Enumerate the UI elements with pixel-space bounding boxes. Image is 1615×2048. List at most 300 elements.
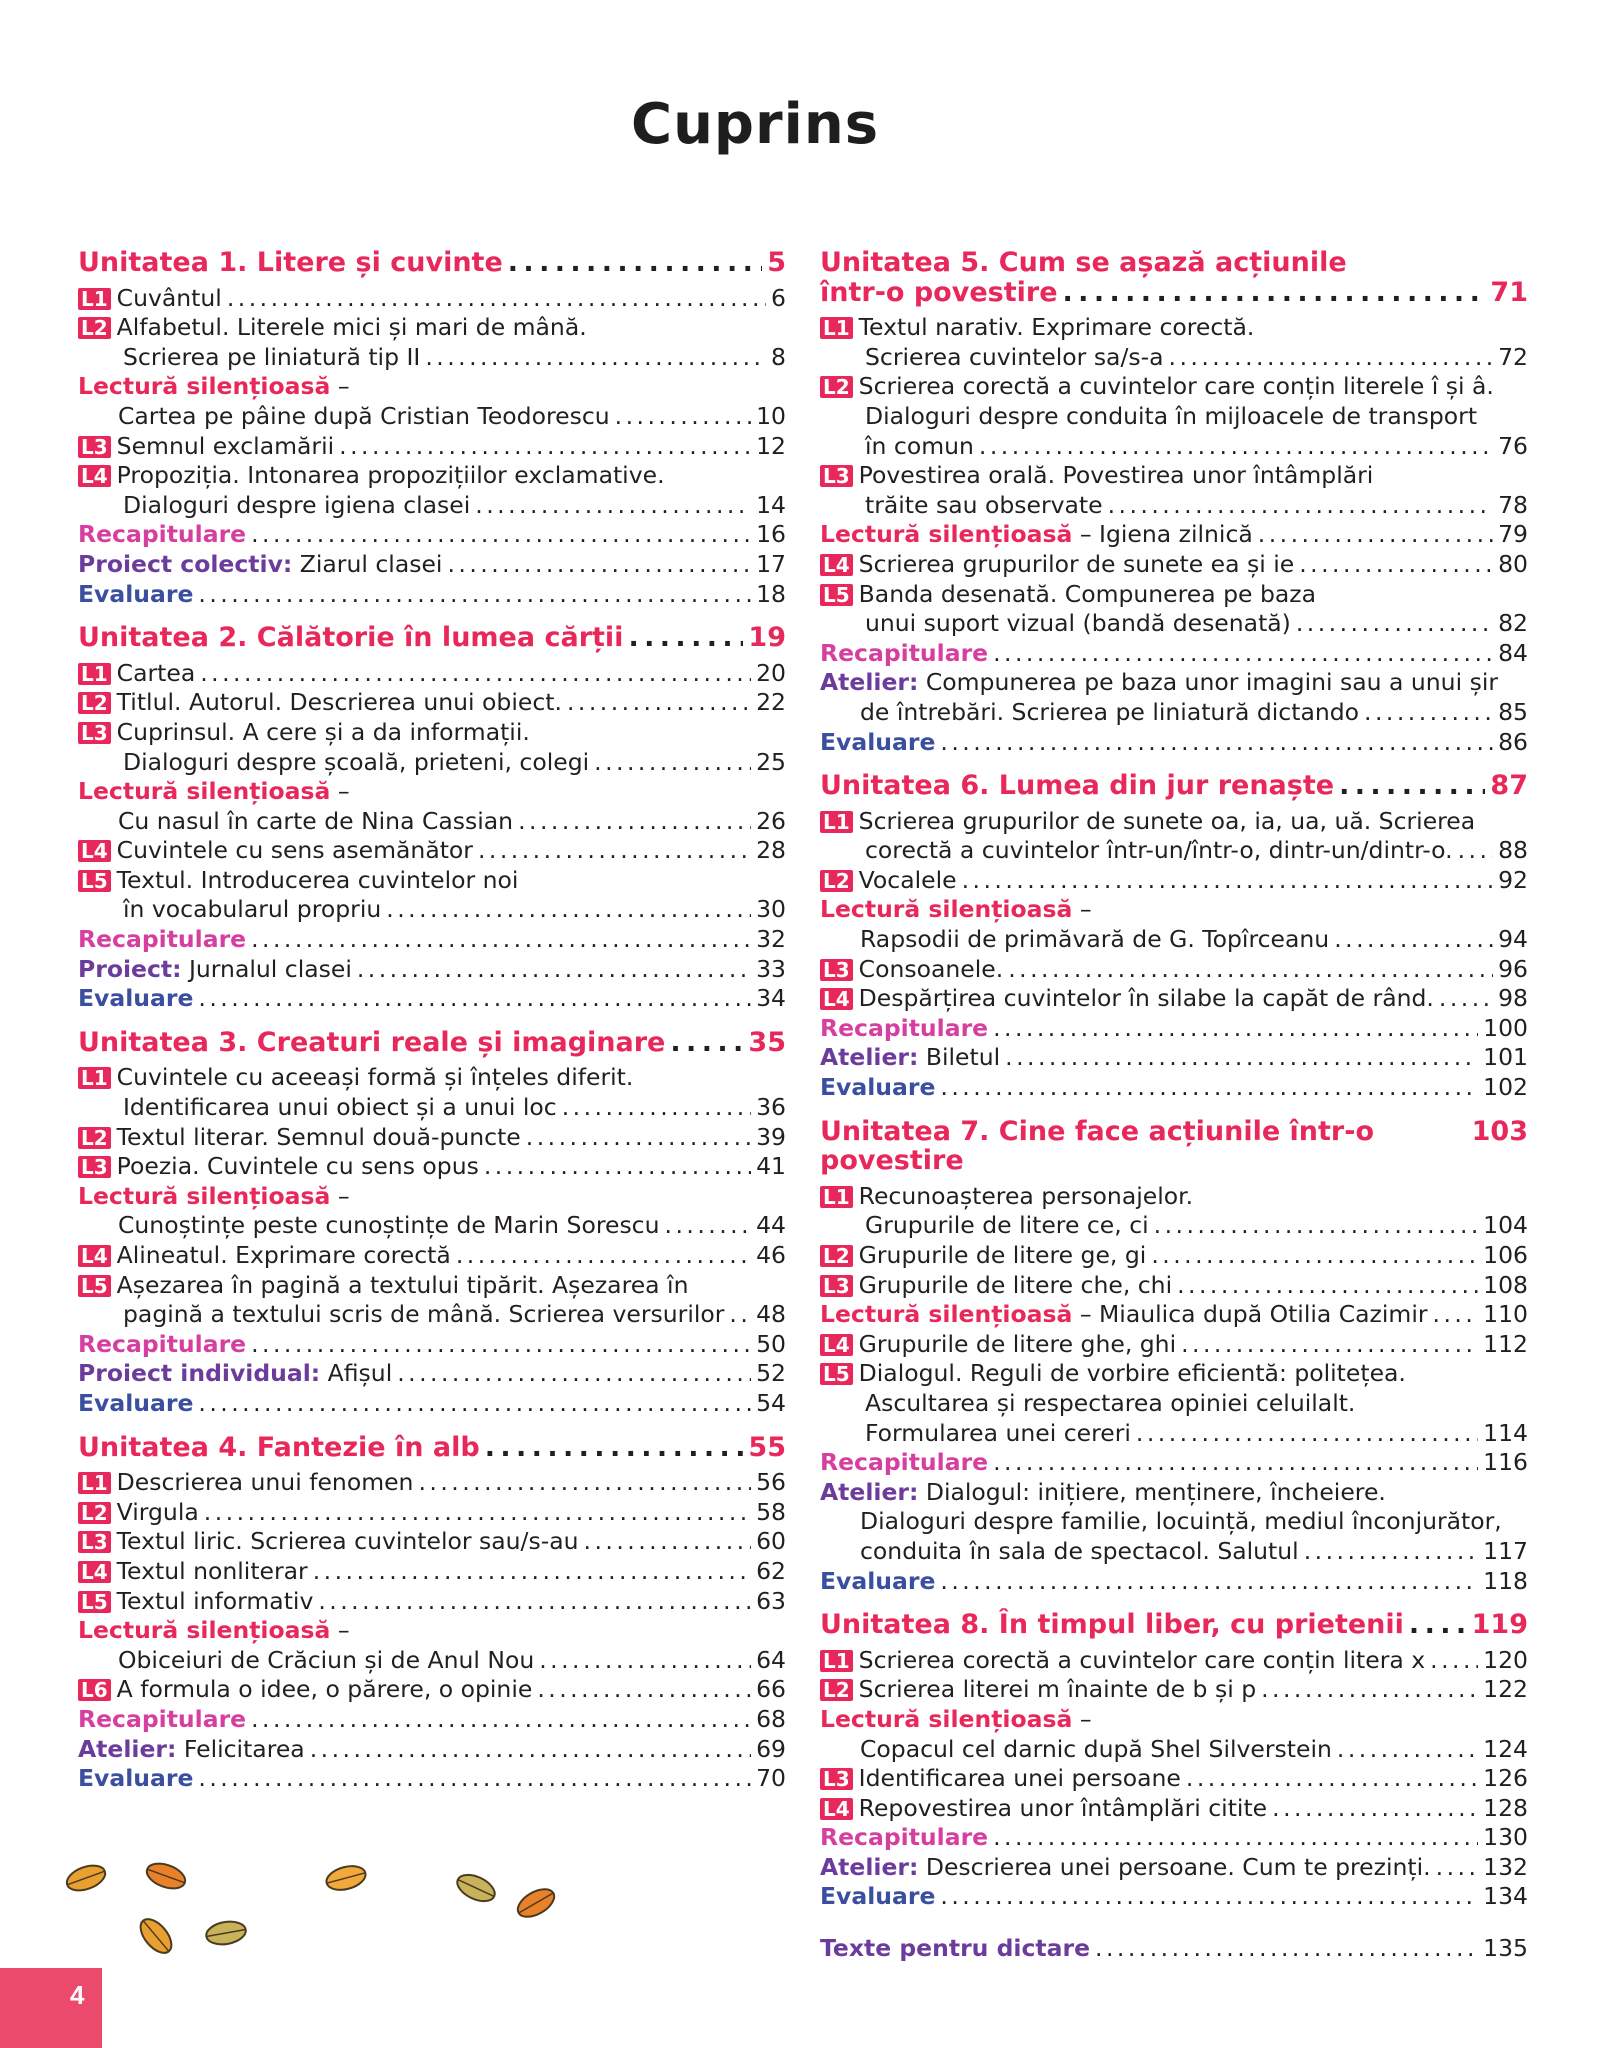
dot-leader <box>475 491 751 521</box>
dot-leader <box>567 688 751 718</box>
lesson-badge: L1 <box>820 317 853 339</box>
page-ref: 88 <box>1498 836 1528 865</box>
special-entry <box>820 1043 1528 1073</box>
lesson-entry-continued <box>820 402 1528 432</box>
lesson-title: Textul narativ. Exprimare corectă. <box>858 313 1255 342</box>
special-entry-continued <box>820 925 1528 955</box>
special-text: Rapsodii de primăvară de G. Topîrceanu <box>860 925 1330 954</box>
dot-leader <box>940 728 1493 758</box>
dot-leader <box>940 1882 1478 1912</box>
page-ref: 70 <box>756 1764 786 1793</box>
page-ref: 119 <box>1471 1609 1528 1641</box>
leaf-icon <box>513 1883 559 1922</box>
lesson-badge: L3 <box>820 1275 853 1297</box>
lesson-entry <box>78 688 786 718</box>
lesson-entry-continued <box>820 1389 1528 1419</box>
page-ref: 20 <box>756 658 786 687</box>
lesson-title: Identificarea unei persoane <box>858 1764 1181 1793</box>
special-entry <box>78 925 786 955</box>
lesson-title: Cuvântul <box>116 283 222 312</box>
special-text: Cu nasul în carte de Nina Cassian <box>118 806 514 835</box>
lesson-badge: L2 <box>78 1502 111 1524</box>
page-ref: 85 <box>1498 697 1528 726</box>
lesson-entry-continued <box>820 609 1528 639</box>
dot-leader <box>537 1675 751 1705</box>
lesson-title: Textul nonliterar <box>116 1556 308 1585</box>
dot-leader <box>251 520 751 550</box>
lesson-entry <box>820 1271 1528 1301</box>
special-text: – <box>1072 1704 1092 1733</box>
lesson-entry <box>78 659 786 689</box>
special-entry <box>820 1934 1528 1964</box>
page-ref: 26 <box>756 806 786 835</box>
special-entry-continued <box>820 1537 1528 1567</box>
lesson-badge: L1 <box>78 663 111 685</box>
lesson-entry <box>78 461 786 491</box>
lesson-entry-continued <box>78 1300 786 1330</box>
dot-leader <box>1181 1330 1478 1360</box>
lesson-title: Povestirea orală. Povestirea unor întâmplări <box>858 461 1374 490</box>
lesson-entry-continued <box>78 343 786 373</box>
dot-leader <box>1334 925 1493 955</box>
page-ref: 87 <box>1490 770 1528 802</box>
lesson-title: Descrierea unui fenomen <box>116 1468 414 1497</box>
page-ref: 104 <box>1483 1211 1528 1240</box>
page-title: Cuprins <box>630 92 880 157</box>
special-text: Afișul <box>320 1359 393 1388</box>
page-ref: 14 <box>756 490 786 519</box>
page-ref: 12 <box>756 431 786 460</box>
special-label: Evaluare <box>78 579 194 608</box>
lesson-title: corectă a cuvintelor într-un/într-o, dintr-un/dintr-o. <box>865 836 1453 865</box>
lesson-title: Semnul exclamării <box>116 431 335 460</box>
dot-leader <box>1299 550 1493 580</box>
lesson-entry <box>78 1675 786 1705</box>
dot-leader <box>940 1567 1478 1597</box>
lesson-title: Textul informativ <box>116 1586 314 1615</box>
page-ref: 48 <box>756 1300 786 1329</box>
special-entry-continued <box>78 807 786 837</box>
unit-heading <box>78 248 786 278</box>
lesson-entry <box>78 1271 786 1301</box>
special-text: Dialoguri despre familie, locuință, mediul înconjurător, <box>860 1507 1502 1536</box>
lesson-badge: L3 <box>820 1768 853 1790</box>
dot-leader <box>665 1211 752 1241</box>
lesson-badge: L4 <box>820 1798 853 1820</box>
special-label: Atelier: <box>820 668 919 697</box>
dot-leader <box>1439 984 1493 1014</box>
special-entry <box>78 1389 786 1419</box>
dot-leader <box>386 895 751 925</box>
page-ref: 36 <box>756 1093 786 1122</box>
page-ref: 56 <box>756 1468 786 1497</box>
lesson-title: Grupurile de litere ge, gi <box>858 1241 1147 1269</box>
unit-title-text: Unitatea 8. În timpul liber, cu prietenii <box>820 1609 1404 1641</box>
dot-leader <box>339 432 751 462</box>
special-entry-continued <box>78 402 786 432</box>
special-entry <box>78 1764 786 1794</box>
leaf-icon <box>143 1859 188 1893</box>
special-label: Lectură silențioasă <box>820 1300 1073 1329</box>
special-entry <box>78 984 786 1014</box>
special-entry-continued <box>78 1211 786 1241</box>
lesson-entry-continued <box>78 895 786 925</box>
page-ref: 102 <box>1483 1073 1528 1102</box>
special-entry <box>820 728 1528 758</box>
dot-leader <box>508 248 762 278</box>
page-ref: 62 <box>756 1556 786 1585</box>
special-entry <box>78 372 786 402</box>
section-gap <box>820 1103 1528 1117</box>
lesson-title: unui suport vizual (bandă desenată) <box>865 609 1291 638</box>
unit-heading <box>820 771 1528 801</box>
unit-heading <box>820 1117 1528 1176</box>
page-ref: 106 <box>1483 1241 1528 1269</box>
lesson-badge: L5 <box>78 1591 111 1613</box>
lesson-title: Consoanele. <box>858 954 1004 983</box>
special-text: conduita în sala de spectacol. Salutul <box>860 1536 1299 1565</box>
page-ref: 132 <box>1483 1852 1528 1881</box>
special-entry <box>820 1014 1528 1044</box>
lesson-title: Identificarea unui obiect și a unui loc <box>123 1093 557 1122</box>
dot-leader <box>1005 1043 1478 1073</box>
lesson-badge: L2 <box>820 870 853 892</box>
lesson-title: Recunoașterea personajelor. <box>858 1181 1194 1210</box>
dot-leader <box>1186 1764 1478 1794</box>
dot-leader <box>318 1587 751 1617</box>
dot-leader <box>562 1093 751 1123</box>
lesson-badge: L1 <box>820 811 853 833</box>
special-entry <box>78 955 786 985</box>
page-ref: 94 <box>1498 925 1528 954</box>
lesson-badge: L5 <box>820 584 853 606</box>
dot-leader <box>1430 1646 1478 1676</box>
leaf-icon <box>63 1861 108 1895</box>
lesson-title: Scrierea grupurilor de sunete ea și ie <box>858 549 1295 578</box>
lesson-entry <box>78 1557 786 1587</box>
page-ref: 16 <box>756 520 786 549</box>
special-entry <box>78 777 786 807</box>
special-entry <box>820 1073 1528 1103</box>
lesson-title: Scrierea pe liniatură tip II <box>123 342 421 371</box>
autumn-leaves-decoration <box>56 1848 576 1958</box>
lesson-entry <box>820 1330 1528 1360</box>
page-ref: 5 <box>767 247 786 278</box>
page-ref: 112 <box>1483 1329 1528 1358</box>
special-label: Recapitulare <box>820 1823 989 1852</box>
page-ref: 128 <box>1483 1793 1528 1822</box>
dot-leader <box>198 984 751 1014</box>
lesson-title: Cartea <box>116 658 196 687</box>
page-ref: 25 <box>756 747 786 776</box>
dot-leader <box>1151 1241 1478 1271</box>
dot-leader <box>357 955 751 985</box>
special-label: Texte pentru dictare <box>820 1934 1091 1963</box>
page-ref: 76 <box>1498 431 1528 460</box>
dot-leader <box>1169 343 1494 373</box>
dot-leader <box>198 580 751 610</box>
special-text: Cunoștințe peste cunoștințe de Marin Sorescu <box>118 1211 660 1240</box>
dot-leader <box>251 1705 751 1735</box>
special-label: Recapitulare <box>820 1013 989 1042</box>
dot-leader <box>1136 1419 1478 1449</box>
page-ref: 98 <box>1498 984 1528 1013</box>
dot-leader <box>962 866 1493 896</box>
lesson-title: Dialoguri despre școală, prieteni, colegi <box>123 747 590 776</box>
page-ref: 116 <box>1483 1448 1528 1477</box>
dot-leader <box>204 1498 751 1528</box>
lesson-title: A formula o idee, o părere, o opinie <box>116 1675 533 1704</box>
dot-leader <box>198 1764 751 1794</box>
unit-title-text: Unitatea 1. Litere și cuvinte <box>78 247 503 278</box>
lesson-entry <box>820 1241 1528 1271</box>
page-ref: 44 <box>756 1211 786 1240</box>
lesson-title: Scrierea corectă a cuvintelor care conțin litera x <box>858 1645 1426 1674</box>
special-text: – <box>1072 895 1092 924</box>
special-text: – Miaulica după Otilia Cazimir <box>1072 1300 1428 1329</box>
lesson-badge: L3 <box>820 959 853 981</box>
special-text: Felicitarea <box>176 1734 305 1763</box>
dot-leader <box>979 432 1493 462</box>
dot-leader <box>227 284 766 314</box>
lesson-entry <box>820 807 1528 837</box>
dot-leader <box>1154 1211 1478 1241</box>
dot-leader <box>940 1073 1478 1103</box>
lesson-entry <box>820 372 1528 402</box>
unit-title-line <box>820 278 1528 308</box>
page-ref: 135 <box>1483 1934 1528 1963</box>
lesson-entry <box>78 1468 786 1498</box>
page-ref: 72 <box>1498 342 1528 371</box>
special-entry-continued <box>820 1735 1528 1765</box>
page-ref: 110 <box>1483 1300 1528 1329</box>
dot-leader <box>198 1389 751 1419</box>
page-ref: 126 <box>1483 1764 1528 1793</box>
lesson-badge: L1 <box>78 1067 111 1089</box>
lesson-title: Scrierea corectă a cuvintelor care conțin literele î și â. <box>858 372 1494 401</box>
lesson-title: în comun <box>865 431 974 460</box>
lesson-entry-continued <box>820 343 1528 373</box>
lesson-badge: L3 <box>78 1156 111 1178</box>
lesson-entry <box>78 836 786 866</box>
page-ref: 6 <box>771 283 786 312</box>
dot-leader <box>539 1646 751 1676</box>
page-ref: 114 <box>1483 1418 1528 1447</box>
lesson-title: Textul literar. Semnul două-puncte <box>116 1122 521 1151</box>
lesson-title: Cuvintele cu sens asemănător <box>116 836 473 865</box>
dot-leader <box>1409 1610 1467 1640</box>
special-label: Lectură silențioasă <box>820 1704 1073 1733</box>
unit-title-text: Unitatea 3. Creaturi reale și imaginare <box>78 1026 666 1058</box>
unit-title-text: Unitatea 6. Lumea din jur renaște <box>820 770 1335 802</box>
dot-leader <box>993 1014 1478 1044</box>
lesson-title: Vocalele <box>858 865 957 894</box>
page-ref: 108 <box>1483 1270 1528 1299</box>
section-gap <box>78 609 786 623</box>
dot-leader <box>1177 1271 1478 1301</box>
special-entry <box>78 1330 786 1360</box>
special-text: de întrebări. Scrierea pe liniatură dictando <box>860 697 1360 726</box>
lesson-badge: L4 <box>820 988 853 1010</box>
lesson-title: Dialoguri despre igiena clasei <box>123 490 471 519</box>
lesson-title: Cuprinsul. A cere și a da informații. <box>116 717 530 746</box>
special-entry <box>78 580 786 610</box>
page-ref: 79 <box>1498 520 1528 549</box>
special-entry <box>78 550 786 580</box>
lesson-title: Banda desenată. Compunerea pe baza <box>858 579 1317 608</box>
special-entry <box>820 1882 1528 1912</box>
lesson-badge: L5 <box>820 1363 853 1385</box>
lesson-entry-continued <box>820 491 1528 521</box>
page-ref: 18 <box>756 579 786 608</box>
special-label: Evaluare <box>820 1073 936 1102</box>
special-text: – Igiena zilnică <box>1072 520 1253 549</box>
lesson-badge: L4 <box>820 554 853 576</box>
lesson-title: Grupurile de litere che, chi <box>858 1270 1173 1299</box>
lesson-badge: L4 <box>78 465 111 487</box>
lesson-title: Grupurile de litere ce, ci <box>865 1211 1149 1240</box>
special-text: Cartea pe pâine după Cristian Teodorescu <box>118 401 610 430</box>
dot-leader <box>628 623 743 653</box>
special-text: Descrierea unei persoane. Cum te prezinți. <box>918 1852 1431 1881</box>
special-entry <box>820 668 1528 698</box>
lesson-entry <box>78 1527 786 1557</box>
lesson-title: Textul. Introducerea cuvintelor noi <box>116 865 519 894</box>
special-label: Evaluare <box>820 1566 936 1595</box>
special-label: Lectură silențioasă <box>78 777 331 806</box>
special-entry <box>820 520 1528 550</box>
page-ref: 82 <box>1498 609 1528 638</box>
lesson-entry <box>820 1182 1528 1212</box>
lesson-badge: L1 <box>820 1650 853 1672</box>
lesson-entry-continued <box>820 1211 1528 1241</box>
special-label: Evaluare <box>78 1764 194 1793</box>
page-ref: 35 <box>748 1026 786 1058</box>
page-ref: 124 <box>1483 1734 1528 1763</box>
special-label: Atelier: <box>820 1477 919 1506</box>
page-ref: 80 <box>1498 549 1528 578</box>
lesson-entry <box>820 1359 1528 1389</box>
dot-leader <box>478 836 751 866</box>
dot-leader <box>1304 1537 1478 1567</box>
unit-title-text: Unitatea 4. Fantezie în alb <box>78 1431 480 1463</box>
special-entry <box>78 1182 786 1212</box>
special-label: Recapitulare <box>78 1704 247 1733</box>
page-ref: 54 <box>756 1388 786 1417</box>
lesson-entry <box>78 718 786 748</box>
unit-heading <box>820 1610 1528 1640</box>
dot-leader <box>1095 1934 1478 1964</box>
dot-leader <box>1337 1735 1478 1765</box>
lesson-badge: L2 <box>78 1127 111 1149</box>
dot-leader <box>447 550 751 580</box>
unit-heading <box>78 623 786 653</box>
lesson-entry <box>78 432 786 462</box>
lesson-entry <box>820 984 1528 1014</box>
dot-leader <box>1436 1853 1479 1883</box>
page-number: 4 <box>70 1980 85 2010</box>
special-entry <box>820 639 1528 669</box>
lesson-entry-continued <box>820 432 1528 462</box>
lesson-title: Ascultarea și respectarea opiniei celuilalt. <box>865 1388 1356 1417</box>
page-number-tab <box>0 1968 102 2048</box>
dot-leader <box>251 1330 751 1360</box>
lesson-title: Propoziția. Intonarea propozițiilor exclamative. <box>116 461 665 490</box>
special-label: Evaluare <box>78 984 194 1013</box>
special-entry <box>78 520 786 550</box>
page-ref: 22 <box>756 688 786 717</box>
lesson-title: Dialogul. Reguli de vorbire eficientă: politețea. <box>858 1359 1406 1388</box>
toc-column-right <box>820 248 1528 1964</box>
dot-leader <box>993 639 1493 669</box>
page-ref: 68 <box>756 1704 786 1733</box>
lesson-entry <box>820 461 1528 491</box>
special-entry <box>820 895 1528 925</box>
page-ref: 118 <box>1483 1566 1528 1595</box>
dot-leader <box>729 1300 751 1330</box>
section-gap <box>78 1419 786 1433</box>
dot-leader <box>484 1152 751 1182</box>
special-text: – <box>330 372 350 401</box>
lesson-badge: L6 <box>78 1679 111 1701</box>
special-text: – <box>330 1616 350 1645</box>
page-ref: 71 <box>1490 276 1528 308</box>
lesson-badge: L4 <box>78 1245 111 1267</box>
special-entry-continued <box>820 1507 1528 1537</box>
lesson-title: trăite sau observate <box>865 490 1103 519</box>
lesson-badge: L1 <box>78 1472 111 1494</box>
special-label: Proiect: <box>78 954 182 983</box>
special-entry <box>820 1448 1528 1478</box>
lesson-entry <box>78 284 786 314</box>
lesson-title: Poezia. Cuvintele cu sens opus <box>116 1152 479 1181</box>
lesson-title: în vocabularul propriu <box>123 895 382 924</box>
special-entry <box>820 1478 1528 1508</box>
page-ref: 86 <box>1498 727 1528 756</box>
page-ref: 46 <box>756 1241 786 1269</box>
page-ref: 134 <box>1483 1882 1528 1911</box>
page-ref: 84 <box>1498 638 1528 667</box>
lesson-badge: L5 <box>78 1275 111 1297</box>
lesson-badge: L2 <box>78 317 111 339</box>
dot-leader <box>1433 1300 1479 1330</box>
dot-leader <box>1272 1794 1478 1824</box>
lesson-title: Așezarea în pagină a textului tipărit. Așezarea în <box>116 1270 689 1299</box>
dot-leader <box>1296 609 1493 639</box>
page-ref: 78 <box>1498 490 1528 519</box>
lesson-title: Repovestirea unor întâmplări citite <box>858 1793 1268 1822</box>
dot-leader <box>1258 520 1493 550</box>
lesson-entry <box>78 1123 786 1153</box>
section-gap <box>820 1912 1528 1934</box>
lesson-badge: L2 <box>820 1679 853 1701</box>
page-ref: 34 <box>756 984 786 1013</box>
lesson-entry <box>78 1498 786 1528</box>
lesson-entry <box>820 313 1528 343</box>
special-text: Copacul cel darnic după Shel Silverstein <box>860 1734 1332 1763</box>
dot-leader <box>251 925 751 955</box>
lesson-badge: L2 <box>820 376 853 398</box>
page-ref: 55 <box>748 1431 786 1463</box>
dot-leader <box>200 659 751 689</box>
page-ref: 52 <box>756 1359 786 1388</box>
special-entry-continued <box>820 698 1528 728</box>
lesson-entry <box>820 1646 1528 1676</box>
special-label: Evaluare <box>820 1882 936 1911</box>
toc-column-left <box>78 248 786 1794</box>
special-label: Recapitulare <box>78 1329 247 1358</box>
dot-leader <box>313 1557 751 1587</box>
